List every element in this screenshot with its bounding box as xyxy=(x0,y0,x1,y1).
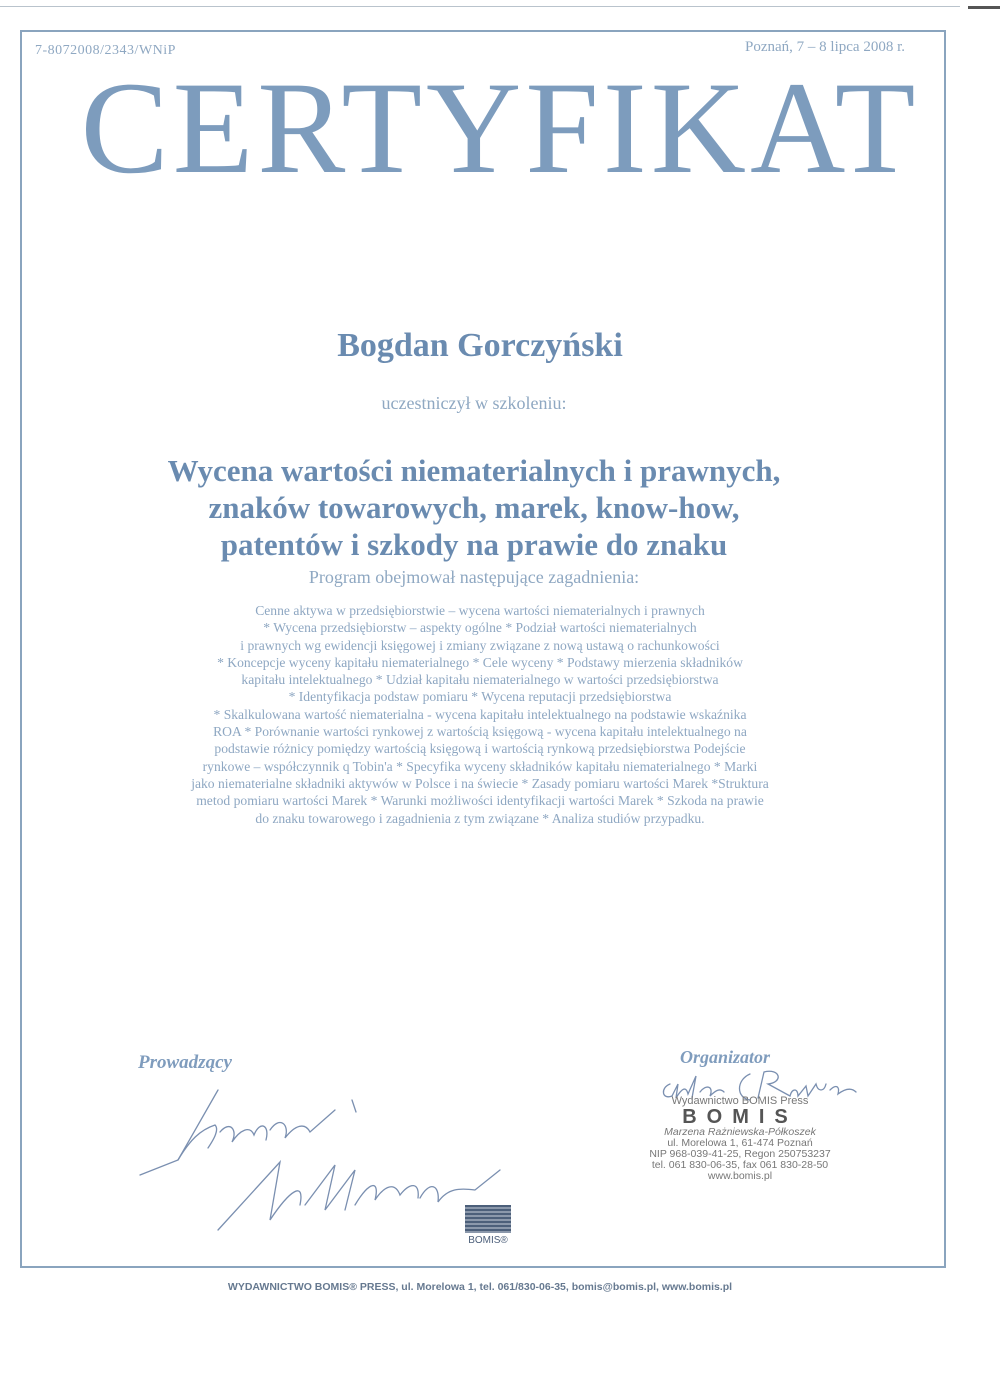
program-intro: Program obejmował następujące zagadnienia: xyxy=(308,567,640,587)
place-date: Poznań, 7 – 8 lipca 2008 r. xyxy=(745,39,905,55)
program-line: podstawie różnicy pomiędzy wartością księgową i wartością rynkową przedsiębiorstwa Podejście xyxy=(214,741,746,757)
stamp-publisher: Wydawnictwo BOMIS Press xyxy=(671,1095,809,1107)
program-line: * Skalkulowana wartość niematerialna - wycena kapitału intelektualnego na podstawie wskaźnika xyxy=(213,706,747,722)
program-line: * Identyfikacja podstaw pomiaru * Wycena reputacji przedsiębiorstwa xyxy=(288,689,672,705)
program-line: jako niematerialne składniki aktywów w Polsce i na świecie * Zasady pomiaru wartości Marek *Struktura xyxy=(191,775,769,791)
top-right-mark xyxy=(968,6,1000,9)
program-line: metod pomiaru wartości Marek * Warunki możliwości identyfikacji wartości Marek * Szkoda na prawie xyxy=(196,793,764,809)
organizer-stamp xyxy=(620,1095,860,1182)
stamp-phones: tel. 061 830-06-35, fax 061 830-28-50 xyxy=(651,1159,829,1171)
course-title-line: patentów i szkody na prawie do znaku xyxy=(220,527,728,562)
certificate-title: CERTYFIKAT xyxy=(80,54,920,201)
program-line: Cenne aktywa w przedsiębiorstwie – wycena wartości niematerialnych i prawnych xyxy=(255,603,705,618)
stamp-person: Marzena Rażniewska-Półkoszek xyxy=(664,1126,816,1138)
stamp-web: www.bomis.pl xyxy=(707,1170,773,1182)
course-title-line: znaków towarowych, marek, know-how, xyxy=(208,490,740,525)
program-description xyxy=(0,602,960,827)
program-line: ROA * Porównanie wartości rynkowej z wartością księgową - wycena kapitału intelektualnego na xyxy=(213,724,747,740)
course-title xyxy=(0,452,948,563)
stamp-ids: NIP 968-039-41-25, Regon 250753237 xyxy=(649,1148,831,1160)
stamp-address: ul. Morelowa 1, 61-474 Poznań xyxy=(667,1137,813,1149)
program-line: i prawnych wg ewidencji księgowej i zmiany związane z nową ustawą o rachunkowości xyxy=(240,637,720,653)
reference-number: 7-8072008/2343/WNiP xyxy=(35,43,176,58)
stamp-logo: BOMIS xyxy=(682,1106,798,1128)
program-line: rynkowe – współczynnik q Tobin'a * Specyfika wyceny składników kapitału niematerialnego * Marki xyxy=(202,758,758,774)
course-title-line: Wycena wartości niematerialnych i prawnych, xyxy=(167,453,781,488)
program-line: * Wycena przedsiębiorstw – aspekty ogólne * Podział wartości niematerialnych xyxy=(263,620,697,636)
bomis-logo-caption: BOMIS® xyxy=(468,1235,508,1246)
leader-label: Prowadzący xyxy=(138,1052,232,1073)
program-line: * Koncepcje wyceny kapitału niematerialnego * Cele wyceny * Podstawy mierzenia składników xyxy=(217,654,743,670)
top-scan-line xyxy=(0,6,960,7)
leader-signature xyxy=(120,1070,520,1250)
bomis-logo xyxy=(465,1205,511,1246)
participated-text: uczestniczył w szkoleniu: xyxy=(381,393,567,413)
program-line: kapitału intelektualnego * Udział kapitału niematerialnego w wartości przedsiębiorstwa xyxy=(241,672,719,688)
recipient-name: Bogdan Gorczyński xyxy=(337,327,623,364)
organizer-label: Organizator xyxy=(680,1047,771,1067)
footer: WYDAWNICTWO BOMIS® PRESS, ul. Morelowa 1, tel. 061/830-06-35, bomis@bomis.pl, www.bomis.pl xyxy=(227,1281,733,1293)
bomis-logo-mark xyxy=(465,1205,511,1233)
program-line: do znaku towarowego i zagadnienia z tym związane * Analiza studiów przypadku. xyxy=(255,810,705,826)
